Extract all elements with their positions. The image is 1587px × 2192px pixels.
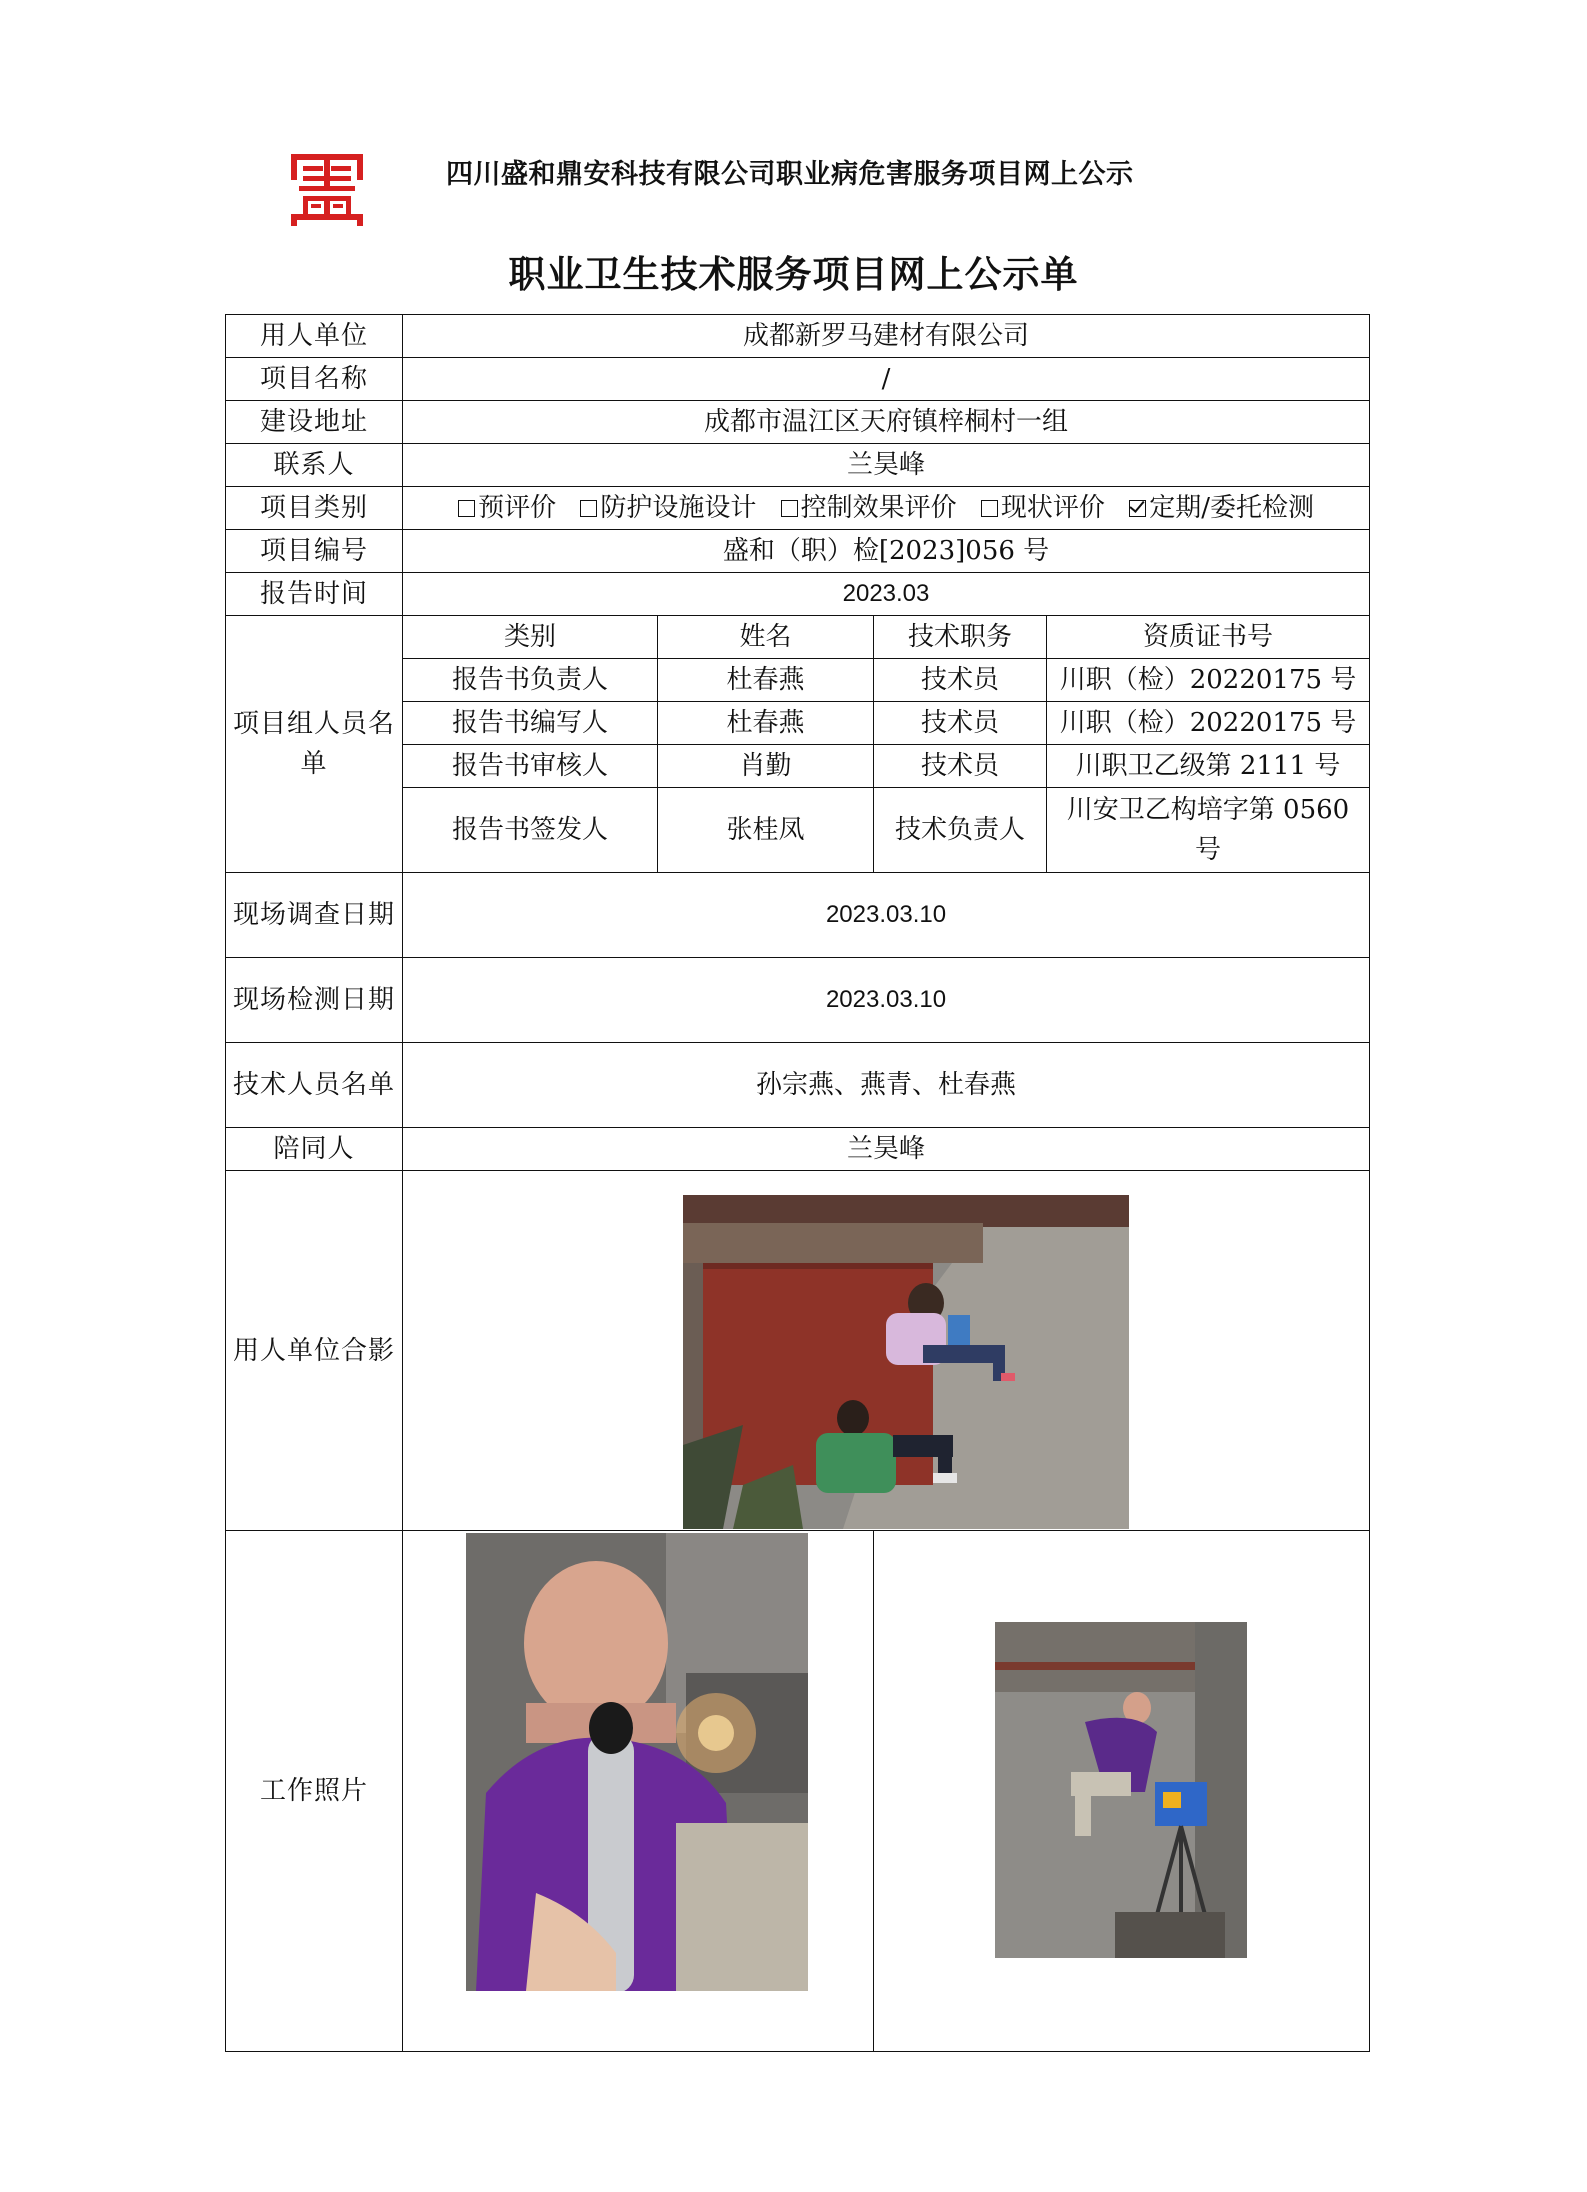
tech-staff-value: 孙宗燕、燕青、杜春燕 bbox=[403, 1043, 1370, 1128]
team-row-certificate: 川职卫乙级第 2111 号 bbox=[1047, 745, 1370, 788]
company-title: 四川盛和鼎安科技有限公司职业病危害服务项目网上公示 bbox=[446, 159, 1134, 190]
work-photo-dust-sampling bbox=[995, 1622, 1247, 1958]
category-option-periodic-testing: 定期/委托检测 bbox=[1129, 493, 1314, 523]
team-header-row bbox=[226, 616, 1370, 659]
category-label: 项目类别 bbox=[226, 487, 403, 530]
group-photo-label: 用人单位合影 bbox=[226, 1171, 403, 1531]
work-photo-cell-2 bbox=[874, 1531, 1370, 2052]
group-photo-cell bbox=[403, 1171, 1370, 1531]
survey-date-value: 2023.03.10 bbox=[403, 873, 1370, 958]
team-header-certificate: 资质证书号 bbox=[1047, 616, 1370, 659]
project-name-value: / bbox=[403, 358, 1370, 401]
companion-label: 陪同人 bbox=[226, 1128, 403, 1171]
row-project-name bbox=[226, 358, 1370, 401]
row-companion bbox=[226, 1128, 1370, 1171]
report-time-label: 报告时间 bbox=[226, 573, 403, 616]
team-row-title: 技术员 bbox=[874, 745, 1047, 788]
address-label: 建设地址 bbox=[226, 401, 403, 444]
row-project-no bbox=[226, 530, 1370, 573]
team-row-name: 张桂凤 bbox=[658, 788, 874, 873]
team-row-role: 报告书签发人 bbox=[403, 788, 658, 873]
tech-staff-label: 技术人员名单 bbox=[226, 1043, 403, 1128]
team-header-name: 姓名 bbox=[658, 616, 874, 659]
project-no-value: 盛和（职）检[2023]056 号 bbox=[403, 530, 1370, 573]
team-row-role: 报告书编写人 bbox=[403, 702, 658, 745]
row-tech-staff bbox=[226, 1043, 1370, 1128]
work-photo-cell-1 bbox=[403, 1531, 874, 2052]
row-report-time bbox=[226, 573, 1370, 616]
checked-checkbox-icon bbox=[1129, 500, 1146, 517]
row-contact bbox=[226, 444, 1370, 487]
team-label: 项目组人员名单 bbox=[226, 616, 403, 873]
checkbox-icon bbox=[580, 500, 597, 517]
team-row-name: 杜春燕 bbox=[658, 702, 874, 745]
report-time-value: 2023.03 bbox=[403, 573, 1370, 616]
project-name-label: 项目名称 bbox=[226, 358, 403, 401]
category-option-protection-design: 防护设施设计 bbox=[580, 493, 756, 523]
team-row-name: 肖勤 bbox=[658, 745, 874, 788]
team-row-certificate: 川职（检）20220175 号 bbox=[1047, 702, 1370, 745]
checkbox-icon bbox=[781, 500, 798, 517]
work-photo-label: 工作照片 bbox=[226, 1531, 403, 2052]
team-row-role: 报告书负责人 bbox=[403, 659, 658, 702]
row-address bbox=[226, 401, 1370, 444]
employer-value: 成都新罗马建材有限公司 bbox=[403, 315, 1370, 358]
category-options bbox=[403, 487, 1370, 530]
category-option-pre-evaluation: 预评价 bbox=[458, 493, 556, 523]
row-detect-date bbox=[226, 958, 1370, 1043]
address-value: 成都市温江区天府镇梓桐村一组 bbox=[403, 401, 1370, 444]
row-employer bbox=[226, 315, 1370, 358]
category-option-status-evaluation: 现状评价 bbox=[981, 493, 1105, 523]
team-row-certificate: 川职（检）20220175 号 bbox=[1047, 659, 1370, 702]
team-row-certificate: 川安卫乙构培字第 0560 号 bbox=[1047, 788, 1370, 873]
team-row-role: 报告书审核人 bbox=[403, 745, 658, 788]
row-group-photo bbox=[226, 1171, 1370, 1531]
team-header-title: 技术职务 bbox=[874, 616, 1047, 659]
document-title: 职业卫生技术服务项目网上公示单 bbox=[508, 252, 1079, 296]
detect-date-value: 2023.03.10 bbox=[403, 958, 1370, 1043]
row-category bbox=[226, 487, 1370, 530]
checkbox-icon bbox=[458, 500, 475, 517]
employer-label: 用人单位 bbox=[226, 315, 403, 358]
companion-value: 兰昊峰 bbox=[403, 1128, 1370, 1171]
project-no-label: 项目编号 bbox=[226, 530, 403, 573]
category-option-control-effect: 控制效果评价 bbox=[781, 493, 957, 523]
contact-value: 兰昊峰 bbox=[403, 444, 1370, 487]
team-row-title: 技术员 bbox=[874, 659, 1047, 702]
survey-date-label: 现场调查日期 bbox=[226, 873, 403, 958]
team-header-category: 类别 bbox=[403, 616, 658, 659]
team-row-name: 杜春燕 bbox=[658, 659, 874, 702]
row-survey-date bbox=[226, 873, 1370, 958]
work-photo-noise-measurement bbox=[466, 1533, 808, 1991]
team-row-title: 技术负责人 bbox=[874, 788, 1047, 873]
row-work-photos bbox=[226, 1531, 1370, 2052]
company-logo-icon bbox=[289, 152, 365, 228]
contact-label: 联系人 bbox=[226, 444, 403, 487]
group-photo bbox=[683, 1195, 1129, 1529]
team-row-title: 技术员 bbox=[874, 702, 1047, 745]
detect-date-label: 现场检测日期 bbox=[226, 958, 403, 1043]
announcement-form bbox=[225, 314, 1370, 2052]
checkbox-icon bbox=[981, 500, 998, 517]
